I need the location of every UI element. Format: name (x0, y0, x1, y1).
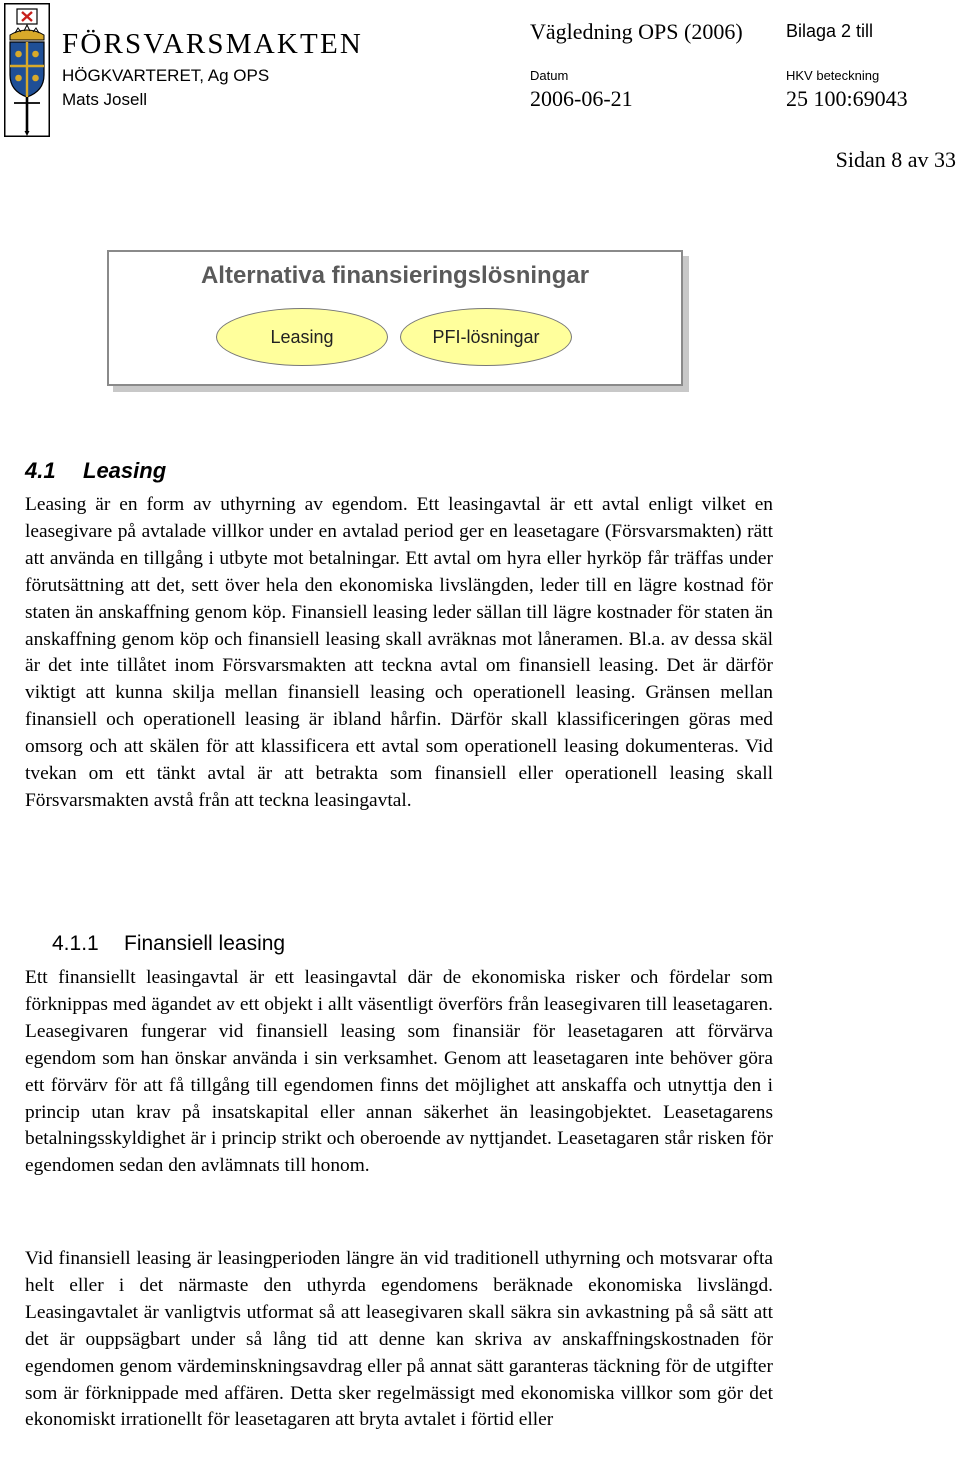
date-label: Datum (530, 68, 569, 83)
department-name: HÖGKVARTERET, Ag OPS (62, 66, 270, 85)
diagram-option-leasing: Leasing (216, 308, 388, 366)
coat-of-arms-icon (4, 3, 50, 137)
subsection-paragraph-1: Ett finansiellt leasingavtal är ett leasingavtal där de ekonomiska risker och fördelar som förknippas med ägandet av ett objekt i allt väsentligt överförs från leasegivaren till leasetagaren. Leasegivaren fungerar vid finansiell leasing som finansiär för leasetagaren att förvärva egendom som han önskar använda i sin verksamhet. Genom att leasetagaren inte behöver göra ett förvärv för att få tillgång till egendomen finns det möjlighet att anskaffa och utnyttja den i princip utan krav på insatskapital eller annan säkerhet än leasingobjektet. Leasetagarens betalningsskyldighet är i princip strikt och oberoende av nyttjandet. Leasetagaren står risken för egendomen sedan den avlämnats till honom. (25, 967, 773, 1177)
financing-diagram (107, 250, 683, 386)
section-heading (25, 460, 166, 482)
attachment-label: Bilaga 2 till (786, 21, 874, 41)
section-title: Leasing (83, 458, 167, 483)
date-value: 2006-06-21 (530, 86, 633, 111)
author-name: Mats Josell (62, 90, 148, 109)
subsection-number: 4.1.1 (52, 932, 99, 955)
page-number: Sidan 8 av 33 (835, 147, 956, 172)
section-number: 4.1 (25, 458, 56, 483)
diagram-title: Alternativa finansieringslösningar (200, 262, 590, 289)
section-paragraph: Leasing är en form av uthyrning av egendom. Ett leasingavtal är ett avtal enligt vilket en leasegivare på avtalade villkor under en avtalad period ger en leasetagare (Försvarsmakten) rätt att använda en tillgång i utbyte mot betalningar. Ett avtal om hyra eller hyrköp får träffas under förutsättning att det, sett över hela den ekonomiska livslängden, leder till en lägre kostnad för staten än anskaffning genom köp. Finansiell leasing leder sällan till lägre kostnader för staten än anskaffning genom köp och finansiell leasing skall avräknas mot låneramen. Bl.a. av dessa skäl är det inte tillåtet inom Försvarsmakten att teckna avtal om finansiell leasing. Det är därför viktigt att kunna skilja mellan finansiell leasing och operationell leasing. Gränsen mellan finansiell och operationell leasing är ibland hårfin. Därför skall klassificeringen göras med omsorg och att skälen för att klassificera ett avtal som operationell leasing dokumenteras. Vid tvekan om ett tänkt avtal är att betrakta som finansiell eller operationell leasing skall Försvarsmakten avstå från att teckna leasingavtal. (25, 494, 773, 811)
organization-name: FÖRSVARSMAKTEN (62, 28, 364, 60)
diagram-option-pfi: PFI-lösningar (400, 308, 572, 366)
subsection-heading (52, 933, 285, 954)
document-title: Vägledning OPS (2006) (530, 19, 743, 44)
subsection-paragraph-2: Vid finansiell leasing är leasingperioden längre än vid traditionell uthyrning och motsvarar ofta helt eller i det närmaste den uthyrda egendomens beräknade ekonomiska livslängd. Leasingavtalet är vanligtvis utformat så att leasegivaren skall säkra sin avkastning på så sätt att det är ouppsägbart under så lång tid att denne kan skriva av anskaffningskostnaden för egendomen genom värdeminskningsavdrag eller på annat sätt garanteras täckning för de utgifter som är förknippade med affären. Detta sker regelmässigt med ekonomiska villkor som gör det ekonomiskt irrationellt för leasetagaren att bryta avtalet i förtid eller (25, 1248, 773, 1431)
reference-label: HKV beteckning (786, 68, 880, 83)
reference-value: 25 100:69043 (786, 86, 908, 111)
subsection-title: Finansiell leasing (124, 932, 286, 955)
